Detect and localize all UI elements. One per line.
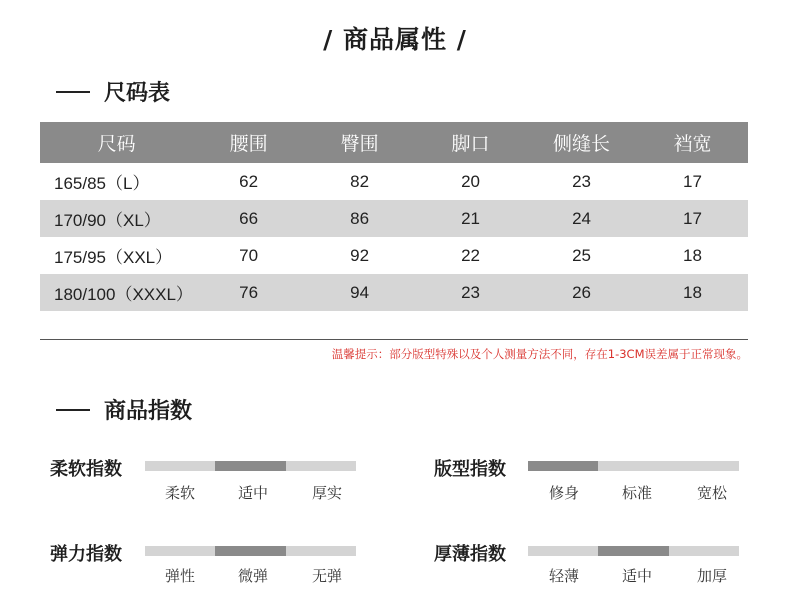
heading-dash bbox=[56, 91, 90, 93]
cell-outseam: 23 bbox=[572, 171, 591, 191]
cell-waist: 62 bbox=[239, 171, 259, 191]
cell-hip: 82 bbox=[350, 171, 370, 191]
cell-hip: 92 bbox=[350, 245, 370, 265]
elasticity-index-bar bbox=[145, 546, 356, 556]
size-chart-heading-text: 尺码表 bbox=[104, 81, 171, 106]
elasticity-option: 无弹 bbox=[311, 567, 342, 585]
cell-outseam: 24 bbox=[526, 200, 637, 237]
elasticity-index-label: 弹力指数 bbox=[50, 544, 122, 565]
column-header-rise: 裆宽 bbox=[637, 122, 748, 163]
index-heading bbox=[56, 394, 192, 425]
softness-index-bar bbox=[145, 461, 356, 471]
bar-segment bbox=[145, 461, 215, 471]
cell-waist: 76 bbox=[193, 274, 304, 311]
fit-option: 宽松 bbox=[696, 484, 727, 502]
cell-rise: 18 bbox=[683, 245, 702, 265]
size-table bbox=[40, 122, 748, 311]
table-row bbox=[40, 200, 748, 237]
softness-option: 适中 bbox=[237, 484, 268, 502]
bar-segment bbox=[145, 546, 215, 556]
cell-hem: 20 bbox=[461, 171, 481, 191]
size-table-header-row bbox=[40, 122, 748, 163]
elasticity-option: 弹性 bbox=[164, 567, 195, 585]
column-header-hip: 臀围 bbox=[304, 122, 415, 163]
thickness-index-label: 厚薄指数 bbox=[434, 544, 506, 565]
softness-option: 柔软 bbox=[164, 484, 195, 502]
bar-segment bbox=[669, 461, 739, 471]
cell-rise: 17 bbox=[637, 200, 748, 237]
thickness-option: 加厚 bbox=[696, 567, 727, 585]
cell-size: 170/90（XL） bbox=[40, 200, 193, 237]
cell-outseam: 25 bbox=[572, 245, 591, 265]
cell-outseam: 26 bbox=[526, 274, 637, 311]
bar-segment-selected bbox=[598, 546, 668, 556]
cell-size: 175/95（XXL） bbox=[54, 248, 173, 267]
table-row bbox=[40, 274, 748, 311]
fit-index-label: 版型指数 bbox=[434, 459, 506, 480]
cell-hem: 22 bbox=[461, 245, 481, 265]
column-header-size: 尺码 bbox=[40, 122, 193, 163]
bar-segment bbox=[598, 461, 668, 471]
cell-hem: 23 bbox=[415, 274, 526, 311]
cell-rise: 17 bbox=[683, 171, 702, 191]
measurement-note: 温馨提示：部分版型特殊以及个人测量方法不同，存在1-3CM误差属于正常现象。 bbox=[331, 347, 748, 361]
cell-size: 180/100（XXXL） bbox=[40, 274, 193, 311]
cell-waist: 70 bbox=[239, 245, 259, 265]
fit-option: 标准 bbox=[621, 484, 652, 502]
bar-segment-selected bbox=[528, 461, 598, 471]
bar-segment-selected bbox=[215, 546, 285, 556]
table-divider bbox=[40, 339, 748, 340]
table-row bbox=[40, 163, 748, 200]
bar-segment-selected bbox=[215, 461, 285, 471]
fit-index-bar bbox=[528, 461, 739, 471]
fit-option: 修身 bbox=[548, 484, 579, 502]
cell-hip: 86 bbox=[304, 200, 415, 237]
table-row bbox=[40, 237, 748, 274]
column-header-waist: 腰围 bbox=[193, 122, 304, 163]
size-chart-heading bbox=[56, 76, 170, 107]
heading-dash bbox=[56, 409, 90, 411]
cell-rise: 18 bbox=[637, 274, 748, 311]
elasticity-option: 微弹 bbox=[237, 567, 268, 585]
cell-size: 165/85（L） bbox=[54, 174, 150, 193]
thickness-option: 轻薄 bbox=[548, 567, 579, 585]
softness-option: 厚实 bbox=[311, 484, 342, 502]
cell-waist: 66 bbox=[193, 200, 304, 237]
cell-hip: 94 bbox=[304, 274, 415, 311]
thickness-index-bar bbox=[528, 546, 739, 556]
column-header-hem: 脚口 bbox=[415, 122, 526, 163]
thickness-option: 适中 bbox=[621, 567, 652, 585]
bar-segment bbox=[286, 546, 356, 556]
bar-segment bbox=[669, 546, 739, 556]
softness-index-label: 柔软指数 bbox=[50, 459, 122, 480]
bar-segment bbox=[286, 461, 356, 471]
index-heading-text: 商品指数 bbox=[104, 399, 193, 424]
bar-segment bbox=[528, 546, 598, 556]
column-header-outseam: 侧缝长 bbox=[526, 122, 637, 163]
page-title: / 商品属性 / bbox=[323, 25, 467, 54]
cell-hem: 21 bbox=[415, 200, 526, 237]
